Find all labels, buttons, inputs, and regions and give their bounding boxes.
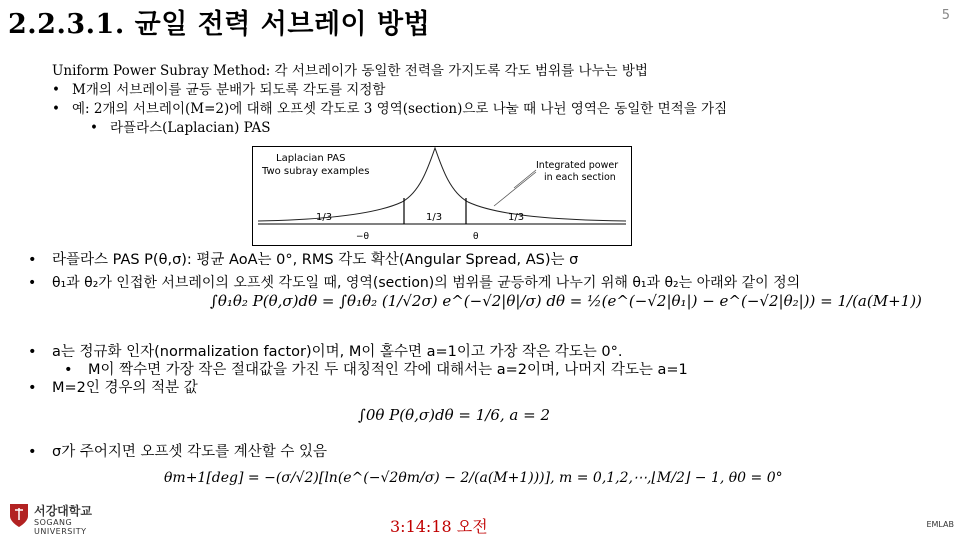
section-label-left: 1/3 [316,212,333,223]
body-item-3-sub-text: M이 짝수면 가장 작은 절대값을 가진 두 대칭적인 각에 대해서는 a=2이며, 나머지 각도는 a=1 [88,362,688,378]
equation-3: θm+1[deg] = −(σ/√2)[ln(e^(−√2θm/σ) − 2/(a(M+1)))], m = 0,1,2,⋯,⌊M/2⌋ − 1, θ0 = 0° [164,470,783,486]
intro-line: Uniform Power Subray Method: 각 서브레이가 동일한 전력을 가지도록 각도 범위를 나누는 방법 [52,63,648,79]
bullet-dot: • [28,252,37,268]
laplacian-pas-figure [252,146,632,246]
bullet-dot: • [28,275,37,291]
annotation-line-2: in each section [544,172,616,183]
logo-text-english: SOGANG UNIVERSITY [34,518,87,536]
equation-1-text: ∫θ₁θ₂ P(θ,σ)dθ = ∫θ₁θ₂ (1/√2σ) e^(−√2|θ|/σ) dθ = ½(e^(−√2|θ₁|) − e^(−√2|θ₂|)) = 1/(a(M+1)) [210,292,922,310]
clock-time: 3:14:18 오전 [390,517,488,536]
bullet-dot: • [52,82,60,98]
intro-bullet-2 [52,100,727,119]
bullet-dot: • [52,101,60,117]
bullet-dot: • [28,380,37,396]
equation-1 [210,292,922,310]
lab-label: EMLAB [926,520,954,529]
crest-icon [8,502,30,528]
page-number: 5 [941,8,950,23]
logo-text-korean: 서강대학교 [34,504,92,518]
body-item-3-text: a는 정규화 인자(normalization factor)이며, M이 홀수면 a=1이고 가장 작은 각도는 0°. [52,344,623,360]
body-item-4-text: M=2인 경우의 적분 값 [52,380,198,396]
body-item-5 [28,440,327,461]
annotation-line-1: Integrated power [536,160,619,171]
intro-bullet-1 [52,81,727,100]
body-item-1 [28,248,578,269]
bullet-dot: • [28,344,37,360]
bullet-dot: • [64,362,73,378]
intro-bullet-2-text: 예: 2개의 서브레이(M=2)에 대해 오프셋 각도로 3 영역(section)으로 나눌 때 나뉜 영역은 동일한 면적을 가짐 [72,101,728,117]
section-label-center: 1/3 [426,212,443,223]
tick-label-theta: θ [473,232,479,242]
body-list [28,248,948,498]
slide-title: 2.2.3.1. 균일 전력 서브레이 방법 [8,9,431,40]
body-item-2-text: θ₁과 θ₂가 인접한 서브레이의 오프셋 각도일 때, 영역(section)의 범위를 균등하게 나누기 위해 θ₁과 θ₂는 아래와 같이 정의 [52,275,801,291]
intro-sub-bullet [52,119,727,138]
body-item-2 [28,272,800,292]
section-label-right: 1/3 [508,212,525,223]
body-item-5-text: σ가 주어지면 오프셋 각도를 계산할 수 있음 [52,444,327,460]
equation-2: ∫0θ P(θ,σ)dθ = 1/6, a = 2 [358,406,550,424]
university-logo [8,500,118,534]
intro-bullet-1-text: M개의 서브레이를 균등 분배가 되도록 각도를 지정함 [72,82,386,98]
bullet-dot: • [28,444,37,460]
bullet-dot: • [90,120,98,136]
intro-sub-bullet-text: 라플라스(Laplacian) PAS [110,120,271,136]
body-item-4 [28,376,198,397]
intro-section [52,62,727,138]
legend-line-1: Laplacian PAS [276,153,346,164]
body-item-1-text: 라플라스 PAS P(θ,σ): 평균 AoA는 0°, RMS 각도 확산(Angular Spread, AS)는 σ [52,252,579,268]
legend-line-2: Two subray examples [262,166,370,177]
tick-label-neg-theta: −θ [356,232,370,242]
